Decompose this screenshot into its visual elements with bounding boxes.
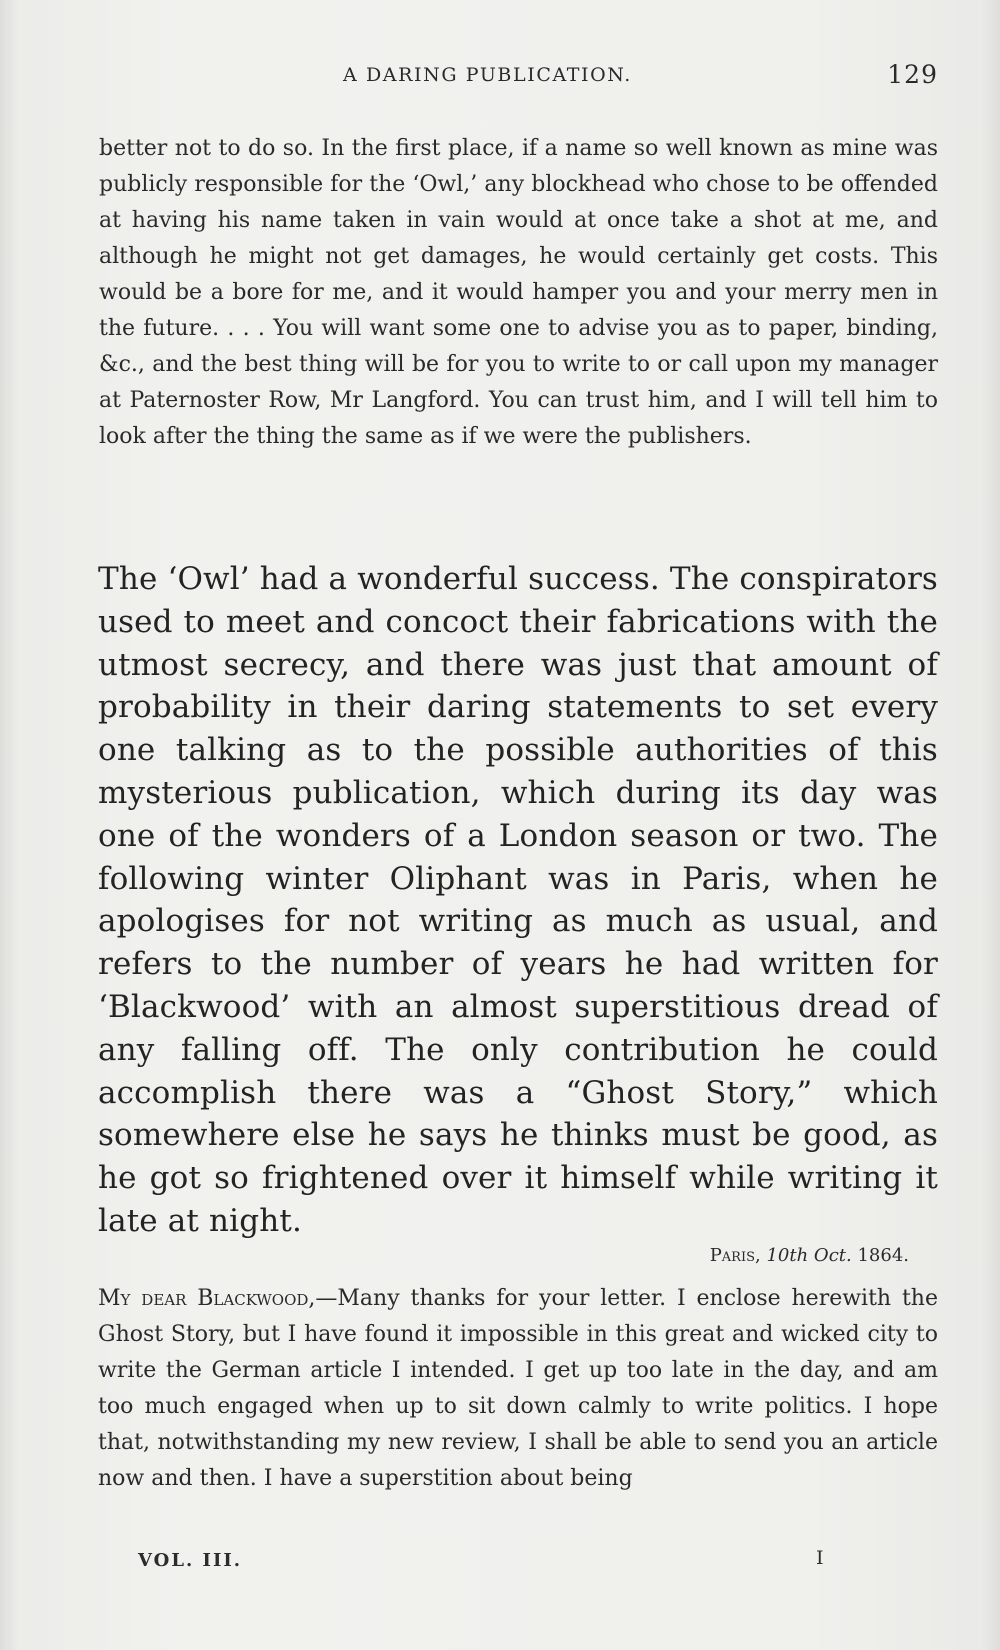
second-letter-paragraph xyxy=(98,1281,938,1497)
narrative-body xyxy=(98,558,938,1243)
dateline-date: 10th Oct. xyxy=(766,1245,852,1266)
page-edge-shadow-right xyxy=(982,0,1000,1650)
second-letter xyxy=(98,1281,938,1497)
dateline-year: 1864. xyxy=(857,1245,909,1266)
page-header xyxy=(98,62,938,98)
page-number: 129 xyxy=(887,60,938,89)
running-title: A DARING PUBLICATION. xyxy=(343,64,632,86)
volume-mark: VOL. III. xyxy=(138,1550,243,1571)
signature-mark: I xyxy=(816,1547,824,1569)
dateline-place: Paris, xyxy=(709,1245,761,1266)
letter-salutation: My dear Blackwood, xyxy=(98,1286,316,1311)
narrative-paragraph: The ‘Owl’ had a wonderful success. The conspirators used to meet and concoct their fabrications with the utmost secrecy, and there was just that amount of probability in their daring statements to set every one talking as to the possible authorities of this mysterious publication, which during its day was one of the wonders of a London season or two. The following winter Oliphant was in Paris, when he apologises for not writing as much as usual, and refers to the number of years he had written for ‘Blackwood’ with an almost superstitious dread of any falling off. The only contribution he could accomplish there was a “Ghost Story,” which somewhere else he says he thinks must be good, as he got so frightened over it himself while writing it late at night. xyxy=(98,561,938,1239)
letter-excerpt-paragraph: better not to do so. In the first place, if a name so well known as mine was publicly responsible for the ‘Owl,’ any blockhead who chose to be offended at having his name taken in vain would at once take a shot at me, and although he might not get damages, he would certainly get costs. This would be a bore for me, and it would hamper you and your merry men in the future. . . . You will want some one to advise you as to paper, binding, &c., and the best thing will be for you to write to or call upon my manager at Paternoster Row, Mr Langford. You can trust him, and I will tell him to look after the thing the same as if we were the publishers. xyxy=(99,136,938,449)
second-letter-text: —Many thanks for your letter. I enclose herewith the Ghost Story, but I have found it impossible in this great and wicked city to write the German article I intended. I get up too late in the day, and am too much engaged when up to sit down calmly to write politics. I hope that, notwithstanding my new review, I shall be able to send you an article now and then. I have a superstition about being xyxy=(98,1286,938,1491)
page-edge-shadow-left xyxy=(0,0,18,1650)
letter-excerpt xyxy=(99,131,938,455)
page-footer xyxy=(138,1547,838,1580)
letter-dateline xyxy=(710,1245,909,1266)
